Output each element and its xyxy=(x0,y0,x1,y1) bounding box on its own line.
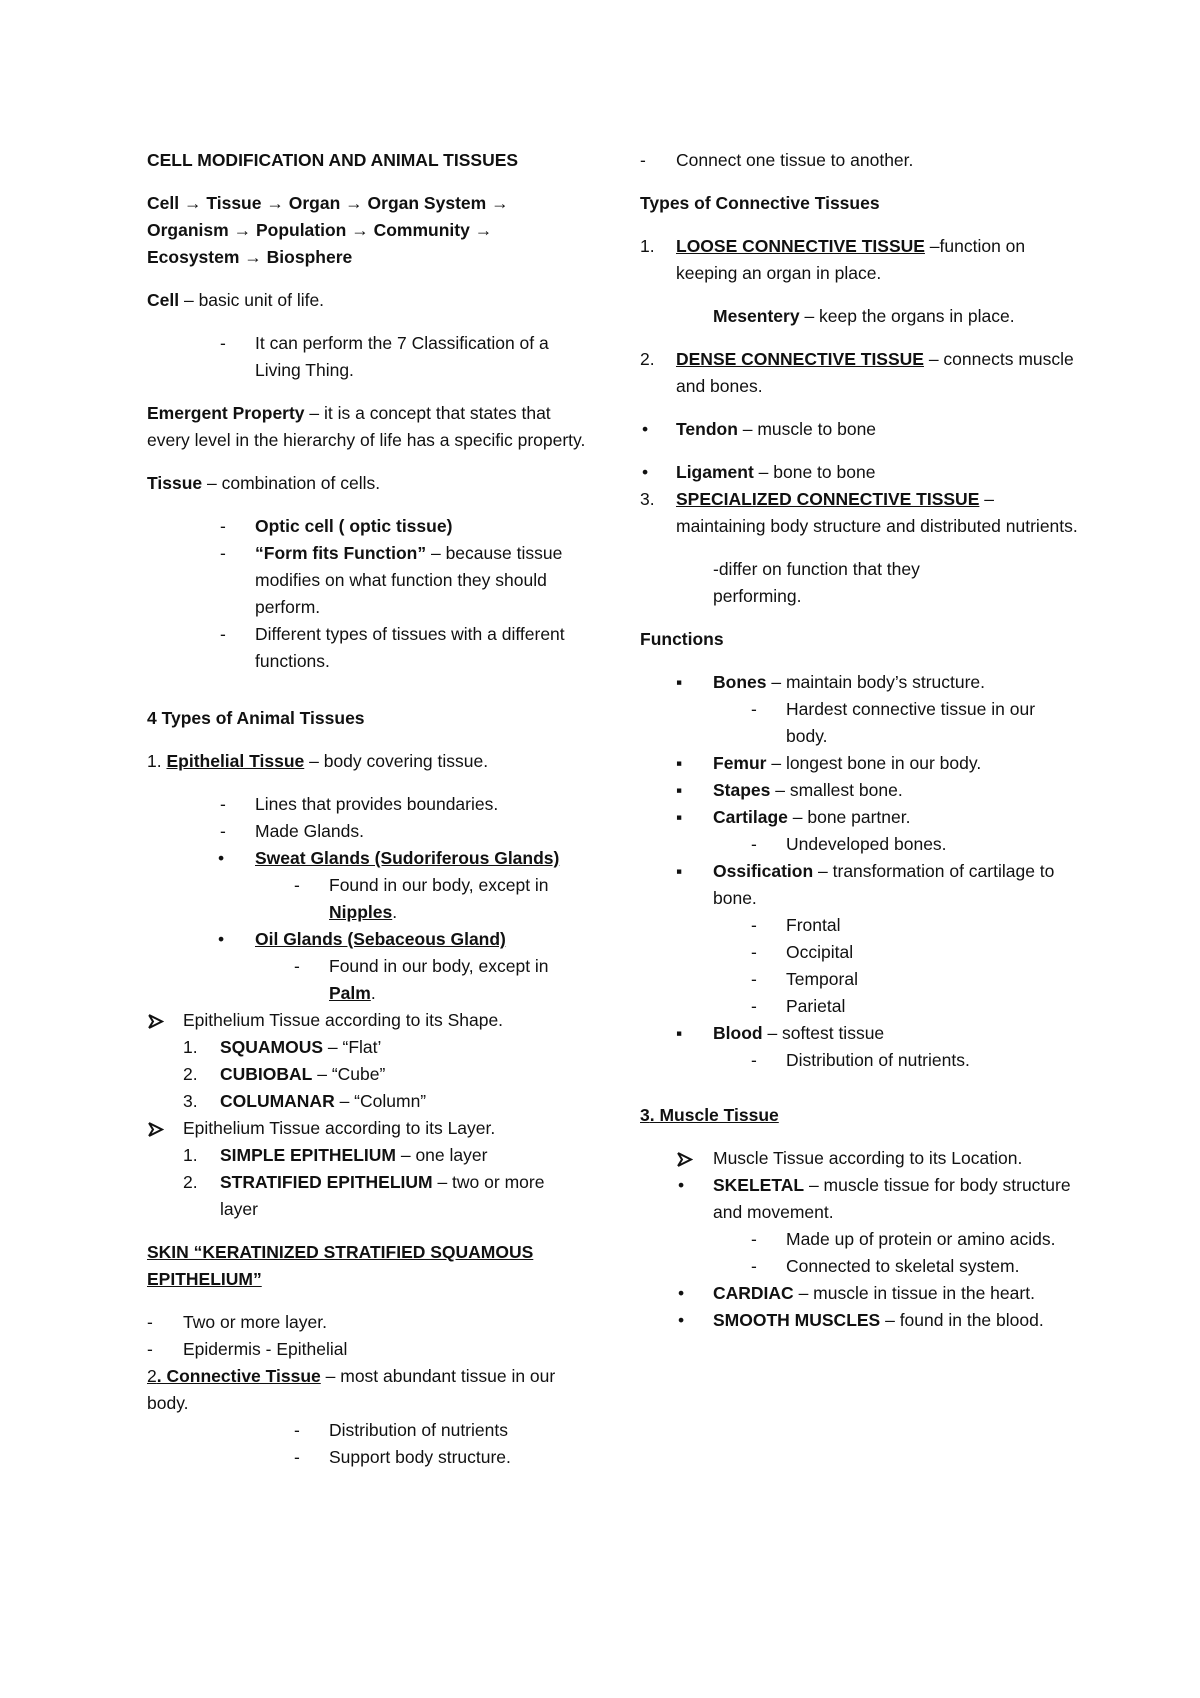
epithelial-note-lines: - Lines that provides boundaries. xyxy=(147,791,587,818)
cardiac-item: • CARDIAC – muscle in tissue in the heart. xyxy=(640,1280,1080,1307)
skeletal-note-connected: - Connected to skeletal system. xyxy=(640,1253,1080,1280)
dash-marker: - xyxy=(751,942,757,962)
hierarchy-biosphere: Biosphere xyxy=(266,247,353,267)
emergent-property-definition: Emergent Property – it is a concept that states that every level in the hierarchy of life has a specific property. xyxy=(147,403,586,450)
oil-glands-item: • Oil Glands (Sebaceous Gland) xyxy=(147,926,587,953)
smooth-muscles-item: • SMOOTH MUSCLES – found in the blood. xyxy=(640,1307,1080,1334)
tissue-note-optic: - Optic cell ( optic tissue) xyxy=(147,513,587,540)
arrow-icon: → xyxy=(244,247,262,267)
oil-glands-note: - Found in our body, except in Palm. xyxy=(147,953,587,1007)
square-bullet-marker: ▪ xyxy=(676,807,683,827)
skeletal-note-protein: - Made up of protein or amino acids. xyxy=(640,1226,1080,1253)
skin-note-epidermis: - Epidermis - Epithelial xyxy=(147,1336,587,1363)
dash-marker: - xyxy=(294,1447,300,1467)
ossification-item: ▪ Ossification – transformation of cartilage to bone. xyxy=(640,858,1080,912)
bone-temporal: - Temporal xyxy=(640,966,1080,993)
dash-marker: - xyxy=(751,1256,757,1276)
bone-occipital: - Occipital xyxy=(640,939,1080,966)
hierarchy-organ: Organ xyxy=(288,193,341,213)
skeletal-item: • SKELETAL – muscle tissue for body structure and movement. xyxy=(640,1172,1080,1226)
dash-marker: - xyxy=(640,150,646,170)
functions-heading: Functions xyxy=(640,629,724,649)
dash-marker: - xyxy=(751,834,757,854)
bullet-marker: • xyxy=(678,1175,685,1195)
specialized-connective-item: 3. SPECIALIZED CONNECTIVE TISSUE – maintaining body structure and distributed nutrients. xyxy=(640,489,1078,536)
arrow-icon: → xyxy=(233,220,252,240)
connective-types-heading: Types of Connective Tissues xyxy=(640,193,880,213)
tissue-note-form: - “Form fits Function” – because tissue modifies on what function they should perform. xyxy=(147,540,587,621)
hierarchy-organism: Organism xyxy=(147,220,229,240)
epithelial-note-glands: - Made Glands. xyxy=(147,818,587,845)
arrow-icon: → xyxy=(345,193,363,213)
bone-parietal: - Parietal xyxy=(640,993,1080,1020)
dash-marker: - xyxy=(294,1420,300,1440)
bullet-marker: • xyxy=(642,419,649,439)
connective-tissue-definition: 2. Connective Tissue – most abundant tissue in our body. xyxy=(147,1366,556,1413)
shape-item-squamous: 1. SQUAMOUS – “Flat’ xyxy=(183,1037,382,1057)
tissue-definition: Tissue – combination of cells. xyxy=(147,473,381,493)
cell-note: - It can perform the 7 Classification of a Living Thing. xyxy=(147,330,587,384)
layer-item-simple: 1. SIMPLE EPITHELIUM – one layer xyxy=(183,1145,488,1165)
bullet-marker: • xyxy=(642,462,649,482)
square-bullet-marker: ▪ xyxy=(676,861,683,881)
sweat-glands-note: - Found in our body, except in Nipples. xyxy=(147,872,587,926)
epithelial-tissue-definition: 1. Epithelial Tissue – body covering tissue. xyxy=(147,751,489,771)
dash-marker: - xyxy=(147,1339,153,1359)
dash-marker: - xyxy=(751,1229,757,1249)
muscle-location-heading: Muscle Tissue according to its Location. xyxy=(640,1145,1080,1172)
hierarchy-population: Population xyxy=(255,220,347,240)
arrow-icon: → xyxy=(266,193,284,213)
arrow-icon: → xyxy=(474,220,493,240)
arrow-icon: → xyxy=(351,220,369,240)
sweat-glands-item: • Sweat Glands (Sudoriferous Glands) xyxy=(147,845,587,872)
hierarchy-ecosystem: Ecosystem xyxy=(147,247,240,267)
tissue-note-different: - Different types of tissues with a different functions. xyxy=(147,621,587,675)
loose-connective-item: 1. LOOSE CONNECTIVE TISSUE –function on keeping an organ in place. xyxy=(640,236,1026,283)
bone-frontal: - Frontal xyxy=(640,912,1080,939)
square-bullet-marker: ▪ xyxy=(676,780,683,800)
stapes-item: ▪ Stapes – smallest bone. xyxy=(640,777,1080,804)
animal-tissues-heading: 4 Types of Animal Tissues xyxy=(147,708,365,728)
dash-marker: - xyxy=(220,516,226,536)
skin-heading: SKIN “KERATINIZED STRATIFIED SQUAMOUS EPITHELIUM” xyxy=(147,1242,534,1289)
hierarchy-chain xyxy=(147,190,587,271)
arrowhead-bullet-icon xyxy=(147,1014,164,1029)
blood-item: ▪ Blood – softest tissue xyxy=(640,1020,1080,1047)
dash-marker: - xyxy=(220,543,226,563)
cartilage-item: ▪ Cartilage – bone partner. xyxy=(640,804,1080,831)
dash-marker: - xyxy=(751,699,757,719)
hierarchy-cell: Cell xyxy=(147,193,180,213)
dash-marker: - xyxy=(220,624,226,644)
bullet-marker: • xyxy=(218,848,225,868)
bones-note: - Hardest connective tissue in our body. xyxy=(640,696,1080,750)
dash-marker: - xyxy=(751,1050,757,1070)
square-bullet-marker: ▪ xyxy=(676,1023,683,1043)
arrowhead-bullet-icon xyxy=(676,1152,693,1167)
dash-marker: - xyxy=(294,875,300,895)
bullet-marker: • xyxy=(678,1283,685,1303)
dash-marker: - xyxy=(294,956,300,976)
ligament-item: • Ligament – bone to bone xyxy=(640,459,1080,486)
tendon-item: • Tendon – muscle to bone xyxy=(640,416,1080,443)
connective-note-support: - Support body structure. xyxy=(147,1444,587,1471)
document-title: CELL MODIFICATION AND ANIMAL TISSUES xyxy=(147,150,519,170)
dash-marker: - xyxy=(220,794,226,814)
dash-marker: - xyxy=(751,915,757,935)
layer-heading: Epithelium Tissue according to its Layer. xyxy=(147,1115,587,1142)
arrowhead-bullet-icon xyxy=(147,1122,164,1137)
shape-item-columanar: 3. COLUMANAR – “Column” xyxy=(183,1091,427,1111)
hierarchy-organ-system: Organ System xyxy=(367,193,487,213)
connect-note: - Connect one tissue to another. xyxy=(640,147,1080,174)
bullet-marker: • xyxy=(218,929,225,949)
cell-definition: Cell – basic unit of life. xyxy=(147,290,325,310)
mesentery-item: Mesentery – keep the organs in place. xyxy=(713,306,1015,326)
blood-note: - Distribution of nutrients. xyxy=(640,1047,1080,1074)
dash-marker: - xyxy=(220,821,226,841)
bones-item: ▪ Bones – maintain body’s structure. xyxy=(640,669,1080,696)
dash-marker: - xyxy=(220,333,226,353)
dash-marker: - xyxy=(751,969,757,989)
femur-item: ▪ Femur – longest bone in our body. xyxy=(640,750,1080,777)
shape-item-cubiobal: 2. CUBIOBAL – “Cube” xyxy=(183,1064,386,1084)
connective-note-distribution: - Distribution of nutrients xyxy=(147,1417,587,1444)
layer-item-stratified: 2. STRATIFIED EPITHELIUM – two or more layer xyxy=(183,1172,545,1219)
cartilage-note: - Undeveloped bones. xyxy=(640,831,1080,858)
differ-note: -differ on function that they performing. xyxy=(713,559,920,606)
dense-connective-item: 2. DENSE CONNECTIVE TISSUE – connects muscle and bones. xyxy=(640,349,1074,396)
hierarchy-tissue: Tissue xyxy=(206,193,262,213)
right-column xyxy=(640,147,1080,1334)
square-bullet-marker: ▪ xyxy=(676,672,683,692)
arrow-icon: → xyxy=(491,193,509,213)
square-bullet-marker: ▪ xyxy=(676,753,683,773)
shape-heading: Epithelium Tissue according to its Shape. xyxy=(147,1007,587,1034)
muscle-tissue-heading: 3. Muscle Tissue xyxy=(640,1105,779,1125)
bullet-marker: • xyxy=(678,1310,685,1330)
arrow-icon: → xyxy=(183,193,202,213)
hierarchy-community: Community xyxy=(373,220,470,240)
left-column xyxy=(147,147,587,1471)
dash-marker: - xyxy=(751,996,757,1016)
dash-marker: - xyxy=(147,1312,153,1332)
skin-note-layer: - Two or more layer. xyxy=(147,1309,587,1336)
